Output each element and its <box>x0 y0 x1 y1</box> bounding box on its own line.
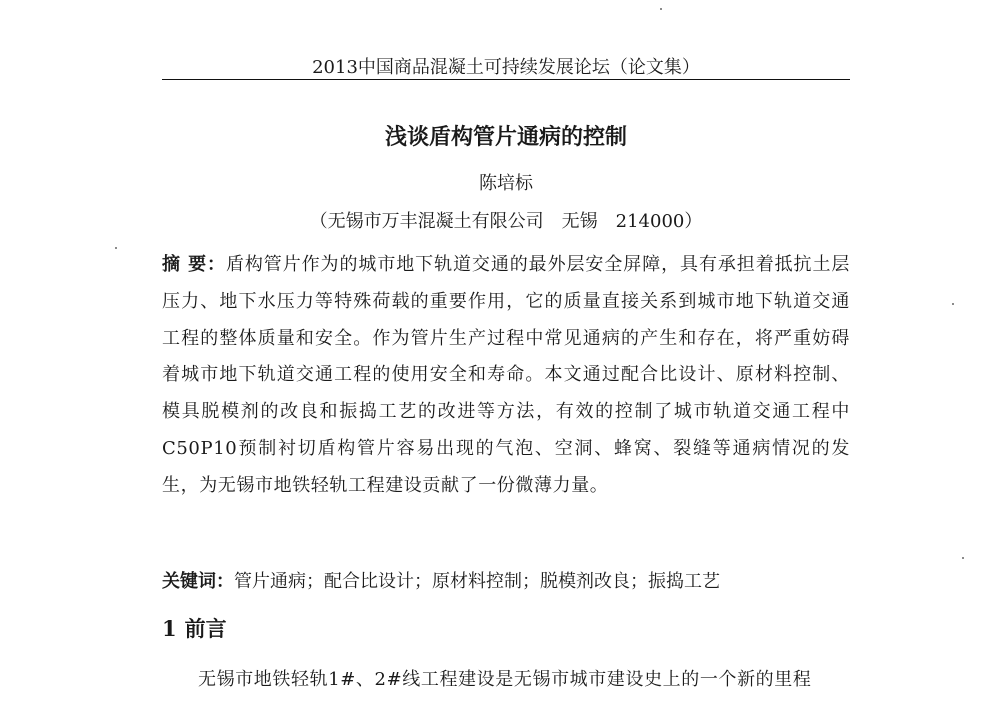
section-number: 1 <box>162 616 177 641</box>
scan-speck <box>952 303 954 305</box>
paper-title: 浅谈盾构管片通病的控制 <box>384 124 627 150</box>
scan-speck <box>115 247 117 249</box>
keywords-label: 关键词： <box>162 571 234 592</box>
keywords-text: 管片通病；配合比设计；原材料控制；脱模剂改良；振捣工艺 <box>234 571 720 592</box>
keywords <box>162 570 850 594</box>
abstract <box>162 247 850 505</box>
header-rule <box>162 79 850 80</box>
affiliation-postcode: 214000） <box>615 211 703 232</box>
section-title: 前言 <box>184 616 227 641</box>
author-name: 陈培标 <box>479 173 533 194</box>
section-heading <box>162 615 850 643</box>
intro-paragraph: 无锡市地铁轻轨1#、2#线工程建设是无锡市城市建设史上的一个新的里程 <box>198 669 812 690</box>
running-header: 2013中国商品混凝土可持续发展论坛（论文集） <box>312 57 700 78</box>
abstract-text: 盾构管片作为的城市地下轨道交通的最外层安全屏障，具有承担着抵抗土层压力、地下水压力等特殊荷载的重要作用，它的质量直接关系到城市地下轨道交通工程的整体质量和安全。作为管片生产过程中常见通病的产生和存在，将严重妨碍着城市地下轨道交通工程的使用安全和寿命。本文通过配合比设计、原材料控制、模具脱模剂的改良和振捣工艺的改进等方法，有效的控制了城市轨道交通工程中C50P10预制衬切盾构管片容易出现的气泡、空洞、蜂窝、裂缝等通病情况的发生，为无锡市地铁轻轨工程建设贡献了一份微薄力量。 <box>162 254 850 496</box>
abstract-label: 摘 要： <box>162 254 226 275</box>
scan-speck <box>962 557 964 559</box>
affiliation-org: （无锡市万丰混凝土有限公司 <box>309 211 544 232</box>
affiliation <box>162 210 850 234</box>
affiliation-city: 无锡 <box>561 211 598 232</box>
scan-speck <box>660 8 662 10</box>
